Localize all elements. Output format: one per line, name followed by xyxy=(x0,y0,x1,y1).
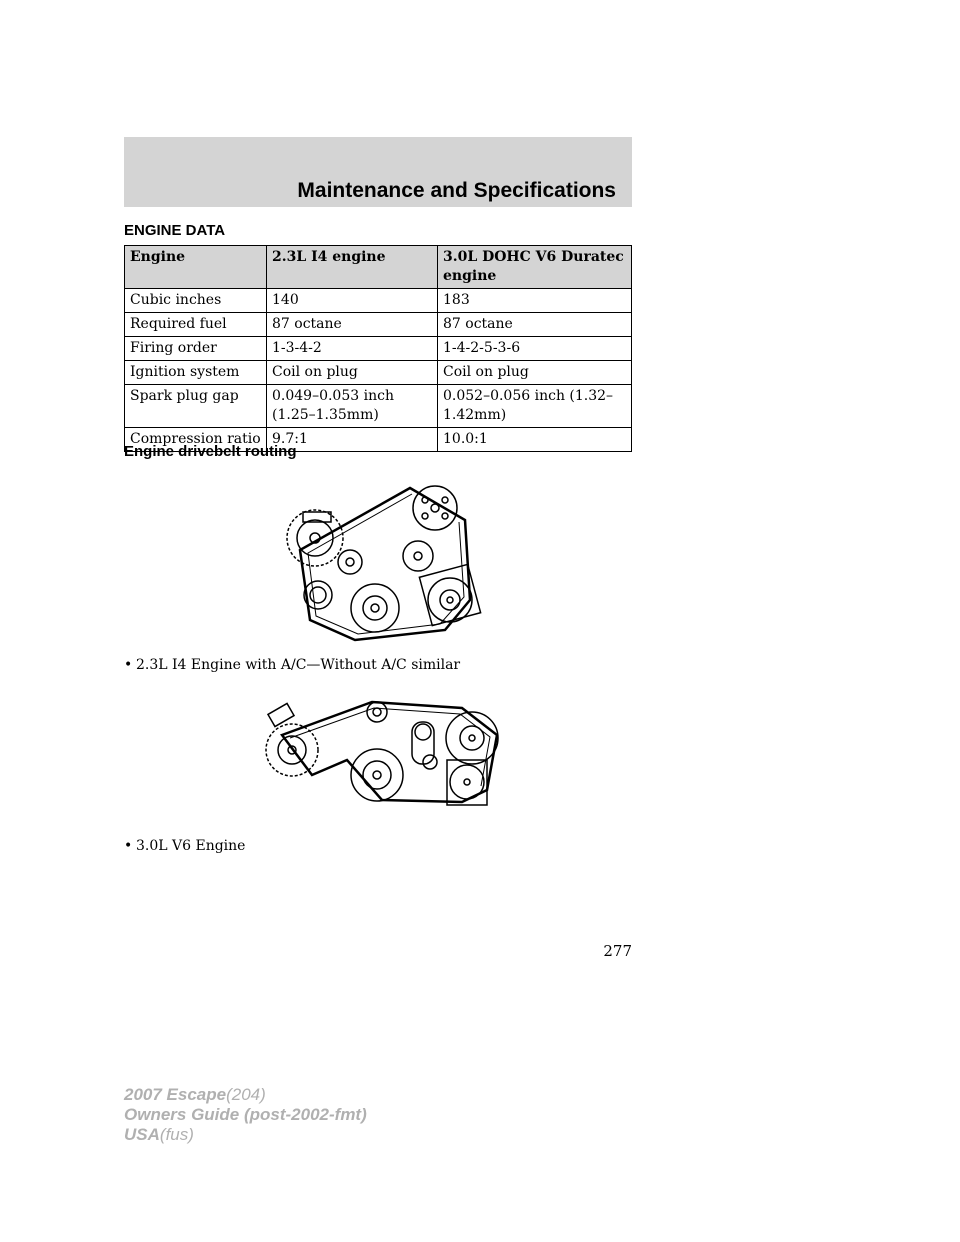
footer-market: USA xyxy=(124,1125,160,1144)
drivebelt-diagram-i4 xyxy=(270,470,490,650)
footer-model-code: (204) xyxy=(226,1085,266,1104)
table-cell: 9.7:1 xyxy=(267,428,438,452)
table-cell: Cubic inches xyxy=(125,289,267,313)
table-row xyxy=(125,289,632,313)
table-cell: 87 octane xyxy=(267,313,438,337)
section-title: ENGINE DATA xyxy=(124,222,226,239)
table-cell: 0.049–0.053 inch (1.25–1.35mm) xyxy=(267,385,438,428)
table-cell: 140 xyxy=(267,289,438,313)
footer-model: 2007 Escape xyxy=(124,1085,227,1104)
caption-diagram-i4 xyxy=(124,657,460,673)
table-row xyxy=(125,361,632,385)
footer-market-code: (fus) xyxy=(159,1125,194,1144)
table-row xyxy=(125,385,632,428)
bullet-icon: • xyxy=(124,657,133,673)
table-row xyxy=(125,337,632,361)
table-cell: 10.0:1 xyxy=(438,428,632,452)
table-cell: 1-3-4-2 xyxy=(267,337,438,361)
engine-data-table xyxy=(124,245,632,452)
table-row xyxy=(125,313,632,337)
table-cell: Ignition system xyxy=(125,361,267,385)
drivebelt-subhead: Engine drivebelt routing xyxy=(124,443,297,460)
caption-text: 2.3L I4 Engine with A/C—Without A/C similar xyxy=(136,657,461,673)
header-band xyxy=(124,137,632,207)
table-cell: 1-4-2-5-3-6 xyxy=(438,337,632,361)
table-cell: Coil on plug xyxy=(267,361,438,385)
table-cell: Compression ratio xyxy=(125,428,267,452)
caption-text: 3.0L V6 Engine xyxy=(136,838,246,854)
table-cell: Spark plug gap xyxy=(125,385,267,428)
document-footer xyxy=(124,1085,367,1145)
table-cell: Required fuel xyxy=(125,313,267,337)
table-cell: Coil on plug xyxy=(438,361,632,385)
bullet-icon: • xyxy=(124,838,133,854)
page-header-title: Maintenance and Specifications xyxy=(297,179,616,202)
table-cell: 183 xyxy=(438,289,632,313)
footer-guide: Owners Guide (post-2002-fmt) xyxy=(124,1105,367,1124)
table-cell: 0.052–0.056 inch (1.32–1.42mm) xyxy=(438,385,632,428)
table-cell: 87 octane xyxy=(438,313,632,337)
page-number: 277 xyxy=(603,942,632,960)
drivebelt-diagram-v6 xyxy=(262,690,507,810)
table-cell: Firing order xyxy=(125,337,267,361)
table-header-row xyxy=(125,246,632,289)
table-header-cell: Engine xyxy=(125,246,267,289)
table-header-cell: 3.0L DOHC V6 Duratec engine xyxy=(438,246,632,289)
table-header-cell: 2.3L I4 engine xyxy=(267,246,438,289)
caption-diagram-v6 xyxy=(124,838,245,854)
